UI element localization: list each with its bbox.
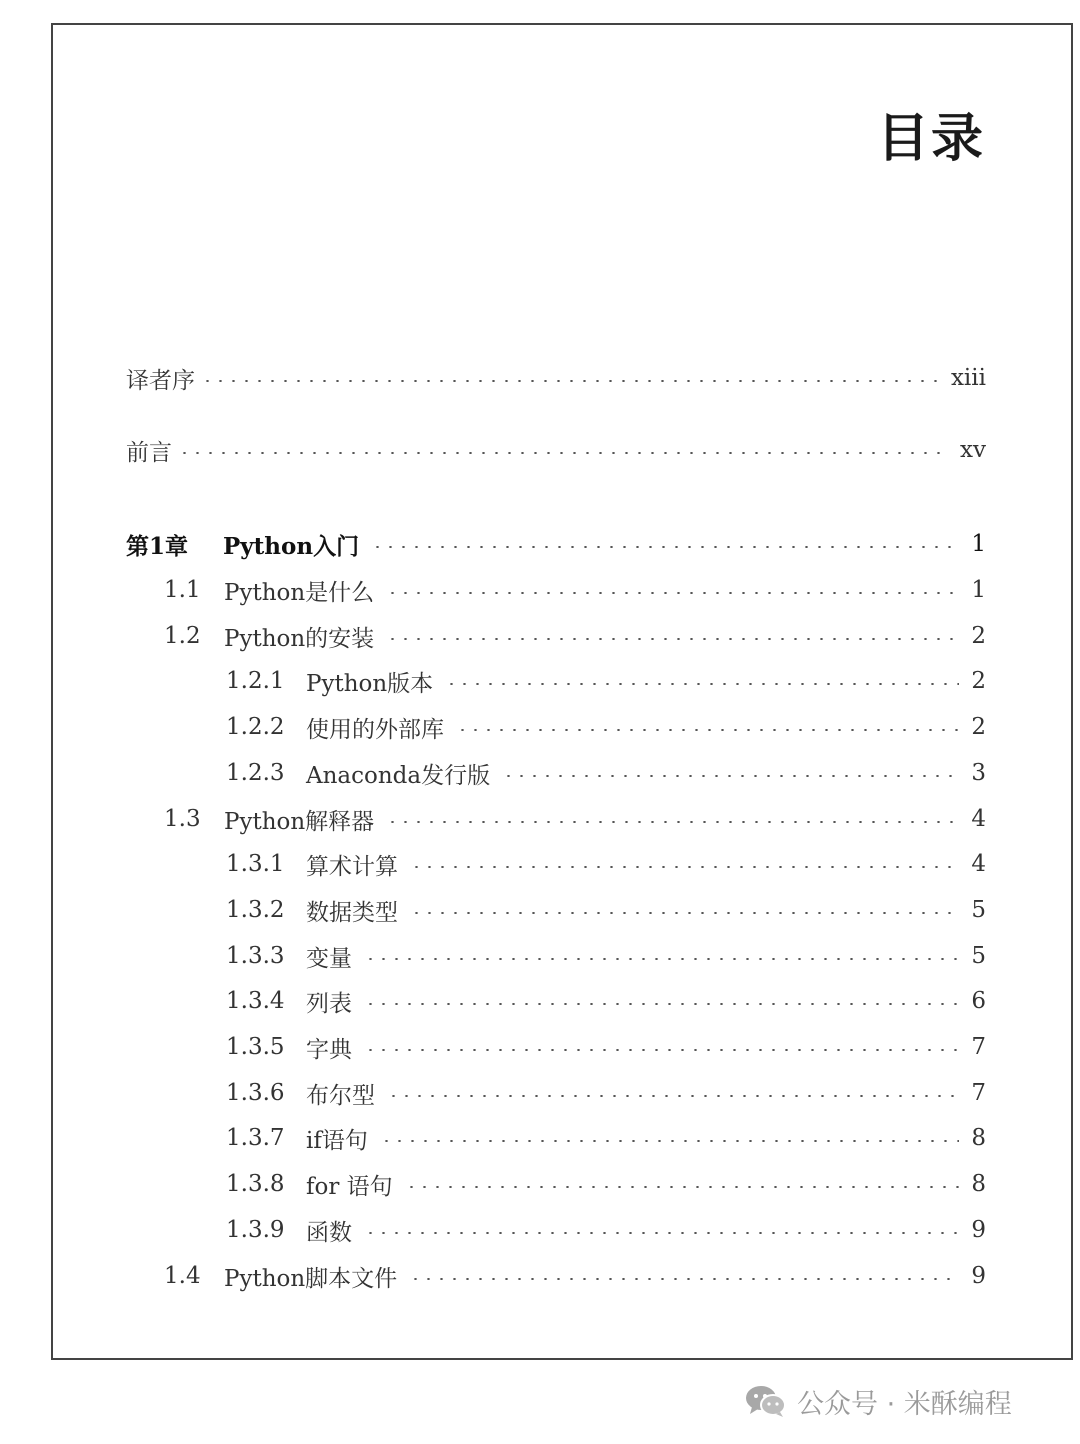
toc-page-number: 3 xyxy=(971,760,986,786)
toc-entry-1-3-9[interactable] xyxy=(126,1210,986,1250)
toc-page-number: 1 xyxy=(971,531,986,557)
leader-dots xyxy=(386,638,959,640)
section-number: 1.3.4 xyxy=(226,988,285,1014)
toc-page-number: 5 xyxy=(971,943,986,969)
watermark-text: 公众号 · 米酥编程 xyxy=(797,1388,1012,1420)
toc-entry-1-4[interactable] xyxy=(126,1256,986,1296)
section-title: 布尔型 xyxy=(306,1082,375,1109)
section-title: 变量 xyxy=(306,945,352,972)
section-number: 1.3.2 xyxy=(226,897,285,923)
section-title: Anaconda发行版 xyxy=(306,762,491,789)
toc-entry-1-3-5[interactable] xyxy=(126,1027,986,1067)
toc-page-number: 9 xyxy=(971,1217,986,1243)
section-number: 1.2.1 xyxy=(226,668,285,694)
toc-entry-1-2-1[interactable] xyxy=(126,661,986,701)
section-number: 1.4 xyxy=(164,1263,201,1289)
section-title: Python解释器 xyxy=(224,808,375,835)
leader-dots xyxy=(178,452,948,454)
toc-page-number: 8 xyxy=(971,1125,986,1151)
toc-page-number: 8 xyxy=(971,1171,986,1197)
toc-page-number: 5 xyxy=(971,897,986,923)
leader-dots xyxy=(409,1278,959,1280)
toc-page-number: xiii xyxy=(950,365,986,391)
leader-dots xyxy=(502,775,959,777)
section-title: Python脚本文件 xyxy=(224,1265,398,1292)
section-number: 1.3.1 xyxy=(226,851,285,877)
toc-page-number: 7 xyxy=(971,1034,986,1060)
leader-dots xyxy=(371,546,959,548)
toc-page-number: 1 xyxy=(971,577,986,603)
section-title: 函数 xyxy=(306,1219,352,1246)
toc-entry-1-3-7[interactable] xyxy=(126,1118,986,1158)
toc-page-number: 7 xyxy=(971,1080,986,1106)
toc-entry-1-3-3[interactable] xyxy=(126,936,986,976)
section-title: 字典 xyxy=(306,1036,352,1063)
section-title: for 语句 xyxy=(306,1173,393,1200)
section-number: 1.1 xyxy=(164,577,201,603)
toc-page-number: 2 xyxy=(971,668,986,694)
toc-page-number: 6 xyxy=(971,988,986,1014)
toc-page-number: 4 xyxy=(971,806,986,832)
toc-entry-1-3-8[interactable] xyxy=(126,1164,986,1204)
section-title: 列表 xyxy=(306,990,352,1017)
leader-dots xyxy=(364,1232,959,1234)
toc-label: 前言 xyxy=(126,439,172,466)
section-title: 使用的外部库 xyxy=(306,716,444,743)
toc-page-number: 2 xyxy=(971,714,986,740)
toc-entry-chapter-1[interactable] xyxy=(126,524,986,564)
toc-entry-1-3-6[interactable] xyxy=(126,1073,986,1113)
leader-dots xyxy=(387,1095,959,1097)
section-number: 1.3.9 xyxy=(226,1217,285,1243)
chapter-number: 第1章 xyxy=(126,532,189,560)
section-title: 数据类型 xyxy=(306,899,398,926)
toc-entry-preface[interactable] xyxy=(126,430,986,470)
toc-page-number: 4 xyxy=(971,851,986,877)
leader-dots xyxy=(410,866,959,868)
wechat-icon xyxy=(745,1384,787,1418)
toc-entry-1-2[interactable] xyxy=(126,616,986,656)
leader-dots xyxy=(364,958,959,960)
leader-dots xyxy=(386,821,959,823)
toc-page-number: 9 xyxy=(971,1263,986,1289)
toc-entry-1-2-2[interactable] xyxy=(126,707,986,747)
section-number: 1.3.5 xyxy=(226,1034,285,1060)
toc-entry-1-2-3[interactable] xyxy=(126,753,986,793)
leader-dots xyxy=(386,592,959,594)
toc-page-number: xv xyxy=(960,437,986,463)
section-number: 1.3.7 xyxy=(226,1125,285,1151)
leader-dots xyxy=(201,380,939,382)
leader-dots xyxy=(445,683,959,685)
section-number: 1.3.8 xyxy=(226,1171,285,1197)
toc-entry-1-1[interactable] xyxy=(126,570,986,610)
leader-dots xyxy=(410,912,959,914)
toc-entry-preface-translator[interactable] xyxy=(126,358,986,398)
section-title: 算术计算 xyxy=(306,853,398,880)
toc-entry-1-3[interactable] xyxy=(126,799,986,839)
leader-dots xyxy=(380,1140,959,1142)
toc-entry-1-3-1[interactable] xyxy=(126,844,986,884)
toc-label: 译者序 xyxy=(126,367,195,394)
toc-entry-1-3-2[interactable] xyxy=(126,890,986,930)
toc-page-number: 2 xyxy=(971,623,986,649)
leader-dots xyxy=(364,1049,959,1051)
leader-dots xyxy=(364,1003,959,1005)
chapter-title: Python入门 xyxy=(223,532,360,560)
section-number: 1.2 xyxy=(164,623,201,649)
section-title: Python的安装 xyxy=(224,625,375,652)
section-number: 1.3.6 xyxy=(226,1080,285,1106)
section-title: Python是什么 xyxy=(224,579,375,606)
leader-dots xyxy=(405,1186,960,1188)
page-title: 目录 xyxy=(876,109,985,169)
section-number: 1.2.2 xyxy=(226,714,285,740)
watermark xyxy=(745,1381,1012,1421)
toc-entry-1-3-4[interactable] xyxy=(126,981,986,1021)
leader-dots xyxy=(456,729,959,731)
section-number: 1.2.3 xyxy=(226,760,285,786)
section-number: 1.3.3 xyxy=(226,943,285,969)
section-title: if语句 xyxy=(306,1127,368,1154)
section-title: Python版本 xyxy=(306,670,434,697)
section-number: 1.3 xyxy=(164,806,201,832)
